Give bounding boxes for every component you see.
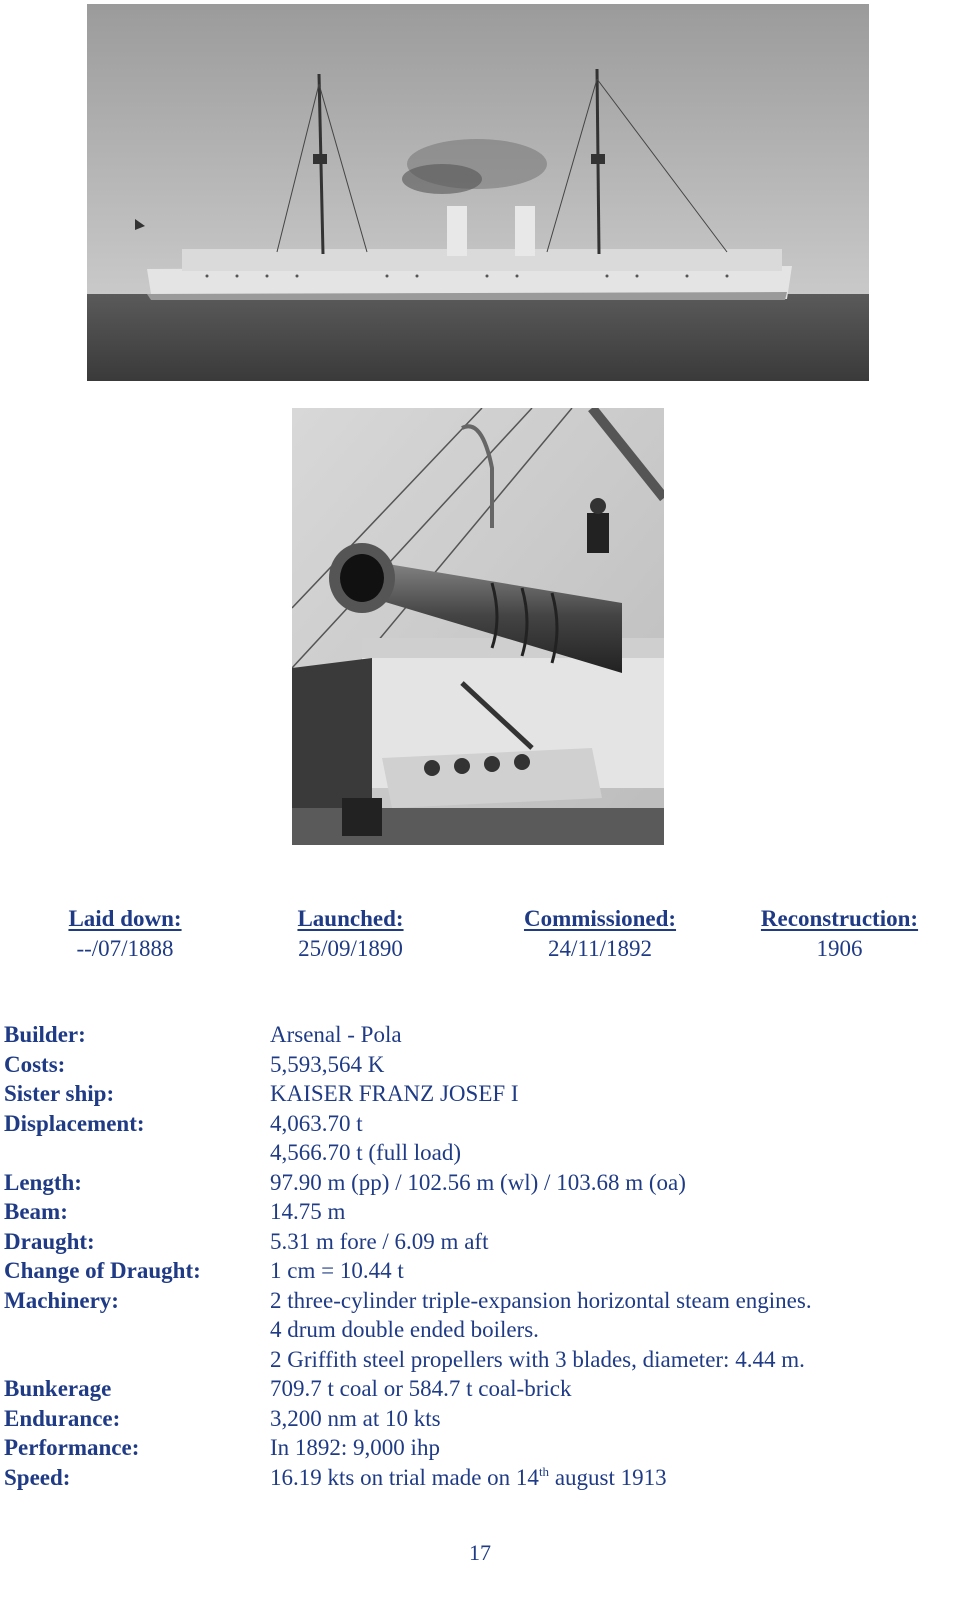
laid-down-column	[45, 904, 205, 964]
speed-value-text: 16.19 kts on trial made on 14	[270, 1464, 539, 1490]
spec-row	[4, 1079, 954, 1109]
spec-value: 14.75 m	[270, 1199, 346, 1224]
spec-label: Costs:	[4, 1051, 66, 1077]
spec-value: 4,566.70 t (full load)	[270, 1140, 461, 1165]
launched-value: 25/09/1890	[298, 936, 403, 961]
commissioned-value: 24/11/1892	[548, 936, 652, 961]
spec-label: Change of Draught:	[4, 1258, 201, 1283]
ordinal-suffix: th	[538, 1463, 550, 1479]
spec-value: 3,200 nm at 10 kts	[270, 1405, 441, 1431]
spec-label: Beam:	[4, 1199, 68, 1224]
key-dates	[0, 904, 960, 974]
spec-value: 4,063.70 t	[270, 1110, 363, 1136]
laid-down-value: --/07/1888	[76, 936, 174, 961]
spec-label: Builder:	[4, 1022, 86, 1047]
commissioned-label: Commissioned:	[523, 906, 677, 931]
spec-row	[4, 1286, 954, 1316]
spec-row	[4, 1109, 954, 1139]
spec-value: 2 Griffith steel propellers with 3 blades, diameter: 4.44 m.	[270, 1346, 805, 1372]
spec-label: Performance:	[4, 1435, 140, 1460]
spec-row	[4, 1020, 954, 1050]
spec-value: 5,593,564 K	[270, 1051, 385, 1077]
spec-label: Sister ship:	[4, 1081, 115, 1106]
specifications-table	[4, 1020, 954, 1492]
deck-gun-photo	[292, 408, 664, 845]
spec-row	[4, 1050, 954, 1080]
spec-row	[4, 1315, 954, 1345]
spec-value: 4 drum double ended boilers.	[270, 1317, 539, 1342]
spec-row	[4, 1404, 954, 1434]
page-number: 17	[469, 1540, 491, 1565]
spec-row	[4, 1168, 954, 1198]
speed-value-date: august 1913	[549, 1464, 667, 1490]
spec-label: Bunkerage	[4, 1376, 112, 1401]
spec-value: 1 cm = 10.44 t	[270, 1258, 404, 1283]
spec-value: KAISER FRANZ JOSEF I	[270, 1081, 519, 1106]
reconstruction-column	[742, 904, 937, 964]
spec-row	[4, 1433, 954, 1463]
spec-value: 2 three-cylinder triple-expansion horizontal steam engines.	[270, 1287, 812, 1313]
spec-row	[4, 1227, 954, 1257]
reconstruction-value: 1906	[816, 936, 863, 961]
spec-label: Draught:	[4, 1228, 95, 1254]
spec-row	[4, 1138, 954, 1168]
spec-value: 97.90 m (pp) / 102.56 m (wl) / 103.68 m (oa)	[270, 1169, 686, 1195]
spec-row	[4, 1256, 954, 1286]
spec-row	[4, 1463, 954, 1493]
spec-row	[4, 1345, 954, 1375]
spec-label: Length:	[4, 1169, 82, 1195]
spec-label: Speed:	[4, 1464, 71, 1490]
spec-label: Endurance:	[4, 1405, 121, 1431]
spec-row	[4, 1374, 954, 1404]
spec-label: Machinery:	[4, 1287, 119, 1313]
laid-down-label: Laid down:	[68, 906, 182, 931]
ship-photo	[87, 4, 869, 381]
spec-value: 709.7 t coal or 584.7 t coal-brick	[270, 1376, 572, 1401]
spec-value: 5.31 m fore / 6.09 m aft	[270, 1228, 489, 1254]
spec-row	[4, 1197, 954, 1227]
commissioned-column	[505, 904, 695, 964]
spec-label: Displacement:	[4, 1110, 145, 1136]
spec-value	[270, 1463, 667, 1493]
reconstruction-label: Reconstruction:	[760, 906, 919, 931]
launched-column	[268, 904, 433, 964]
spec-value: Arsenal - Pola	[270, 1022, 402, 1047]
spec-value: In 1892: 9,000 ihp	[270, 1435, 440, 1460]
launched-label: Launched:	[297, 906, 404, 931]
